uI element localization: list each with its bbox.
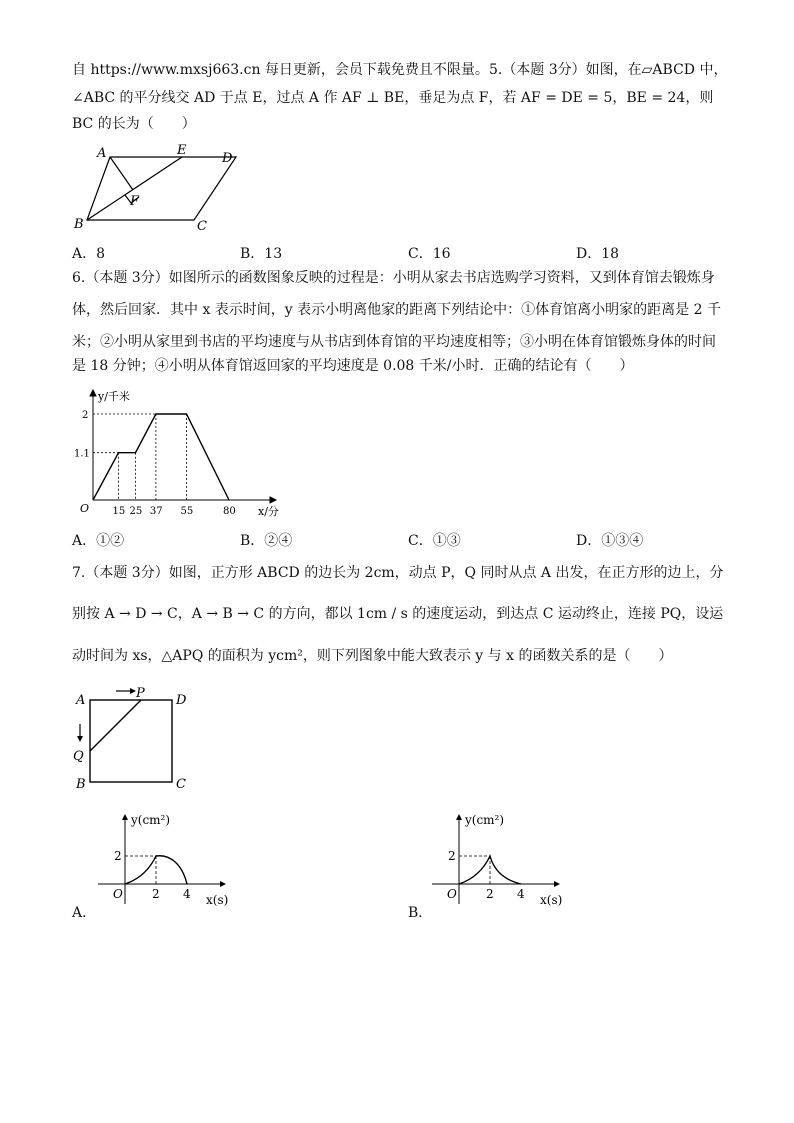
- q6-x-tick-55: 55: [180, 506, 194, 517]
- square-label-d: D: [176, 693, 187, 708]
- q6-option-d[interactable]: D．①③④: [576, 533, 644, 549]
- square-label-p: P: [136, 686, 145, 701]
- q7-option-b[interactable]: B．: [408, 905, 433, 921]
- segment-be: [87, 157, 182, 220]
- q6-origin-label: O: [80, 502, 90, 515]
- square-label-b: B: [76, 777, 86, 792]
- question-5-line-3: BC 的长为（ ）: [72, 116, 196, 132]
- q7-square-figure: [70, 680, 200, 795]
- q5-parallelogram-figure: [70, 140, 250, 235]
- graph-a-y-tick: 2: [114, 849, 122, 863]
- q6-option-a[interactable]: A．①②: [72, 533, 125, 549]
- label-d: D: [222, 151, 233, 166]
- question-7-line-3: 动时间为 xs，△APQ 的面积为 ycm²，则下列图象中能大致表示 y 与 x 的函数关系的是（ ）: [72, 648, 673, 664]
- label-c: C: [197, 219, 207, 234]
- q5-option-b[interactable]: B．13: [240, 246, 283, 262]
- x-axis-arrow: [270, 497, 276, 503]
- label-b: B: [74, 217, 84, 232]
- q6-option-c[interactable]: C．①③: [408, 533, 461, 549]
- q6-x-label: x/分: [258, 505, 279, 518]
- q6-x-tick-80: 80: [223, 506, 236, 517]
- square-label-c: C: [176, 777, 186, 792]
- graph-a-x-tick-4: 4: [183, 887, 191, 901]
- question-6-line-3: 米；②小明从家里到书店的平均速度与从书店到体育馆的平均速度相等；③小明在体育馆锻炼身体的时间: [72, 334, 716, 350]
- graph-a-origin: O: [113, 887, 123, 901]
- question-6-line-2: 体，然后回家．其中 x 表示时间，y 表示小明离他家的距离下列结论中：①体育馆离小明家的距离是 2 千: [72, 302, 721, 318]
- q6-distance-time-chart: [70, 388, 290, 520]
- square-label-q: Q: [73, 749, 84, 764]
- graph-a-y-label: y(cm²): [131, 813, 171, 827]
- q6-y-label: y/千米: [98, 390, 130, 403]
- graph-b-curve: [459, 856, 521, 884]
- graph-a-curve: [125, 856, 187, 884]
- graph-b-x-label: x(s): [540, 893, 563, 907]
- q7-option-a[interactable]: A．: [72, 905, 97, 921]
- q6-series-line: [93, 414, 229, 500]
- graph-a-x-label: x(s): [206, 893, 229, 907]
- q5-option-a[interactable]: A．8: [72, 246, 106, 262]
- graph-a-x-tick-2: 2: [152, 887, 160, 901]
- q-arrow-head: [77, 736, 83, 742]
- q6-y-tick-1.1: 1.1: [74, 448, 90, 460]
- q6-option-b[interactable]: B．②④: [240, 533, 293, 549]
- q6-x-tick-15: 15: [112, 506, 126, 517]
- q5-option-d[interactable]: D．18: [576, 246, 620, 262]
- graph-b-x-tick-4: 4: [517, 887, 525, 901]
- question-7-line-1: 7.（本题 3分）如图，正方形 ABCD 的边长为 2cm，动点 P，Q 同时从点 A 出发，在正方形的边上，分: [72, 565, 724, 581]
- graph-b-origin: O: [447, 887, 457, 901]
- square-abcd: [90, 700, 172, 782]
- parallelogram-abcd: [87, 157, 236, 220]
- graph-a-y-arrow: [122, 814, 128, 820]
- source-note: 自 https://www.mxsj663.cn 每日更新，会员下载免费且不限量。: [72, 62, 489, 78]
- question-6-line-1: 6.（本题 3分）如图所示的函数图象反映的过程是：小明从家去书店选购学习资料，又到体育馆去锻炼身: [72, 270, 715, 286]
- question-7-line-2: 别按 A → D → C，A → B → C 的方向，都以 1cm / s 的速度运动，到达点 C 运动终止，连接 PQ，设运: [72, 606, 724, 622]
- question-5-line-1: [72, 60, 727, 80]
- label-a: A: [97, 146, 107, 161]
- y-axis-arrow: [90, 390, 96, 396]
- segment-pq: [90, 700, 141, 751]
- question-6-line-4: 是 18 分钟；④小明从体育馆返回家的平均速度是 0.08 千米/小时．正确的结论有（ ）: [72, 358, 634, 374]
- square-label-a: A: [76, 693, 86, 708]
- segment-af: [110, 157, 133, 190]
- q5-text-1: 5.（本题 3分）如图，在▱ABCD 中，: [488, 62, 728, 78]
- graph-b-y-tick: 2: [448, 849, 456, 863]
- graph-b-x-tick-2: 2: [486, 887, 494, 901]
- label-e: E: [177, 143, 187, 158]
- q7-option-b-graph: [424, 808, 574, 908]
- graph-b-y-label: y(cm²): [465, 813, 505, 827]
- graph-b-x-arrow: [554, 881, 560, 887]
- q6-y-tick-2: 2: [82, 410, 89, 421]
- graph-b-y-arrow: [456, 814, 462, 820]
- q6-x-tick-37: 37: [149, 506, 163, 517]
- label-f: F: [130, 194, 140, 209]
- graph-a-x-arrow: [220, 881, 226, 887]
- q5-option-c[interactable]: C．16: [408, 246, 451, 262]
- q6-x-tick-25: 25: [129, 506, 143, 517]
- q7-option-a-graph: [90, 808, 240, 908]
- question-5-line-2: ∠ABC 的平分线交 AD 于点 E，过点 A 作 AF ⊥ BE，垂足为点 F，若 AF = DE = 5，BE = 24，则: [72, 90, 714, 106]
